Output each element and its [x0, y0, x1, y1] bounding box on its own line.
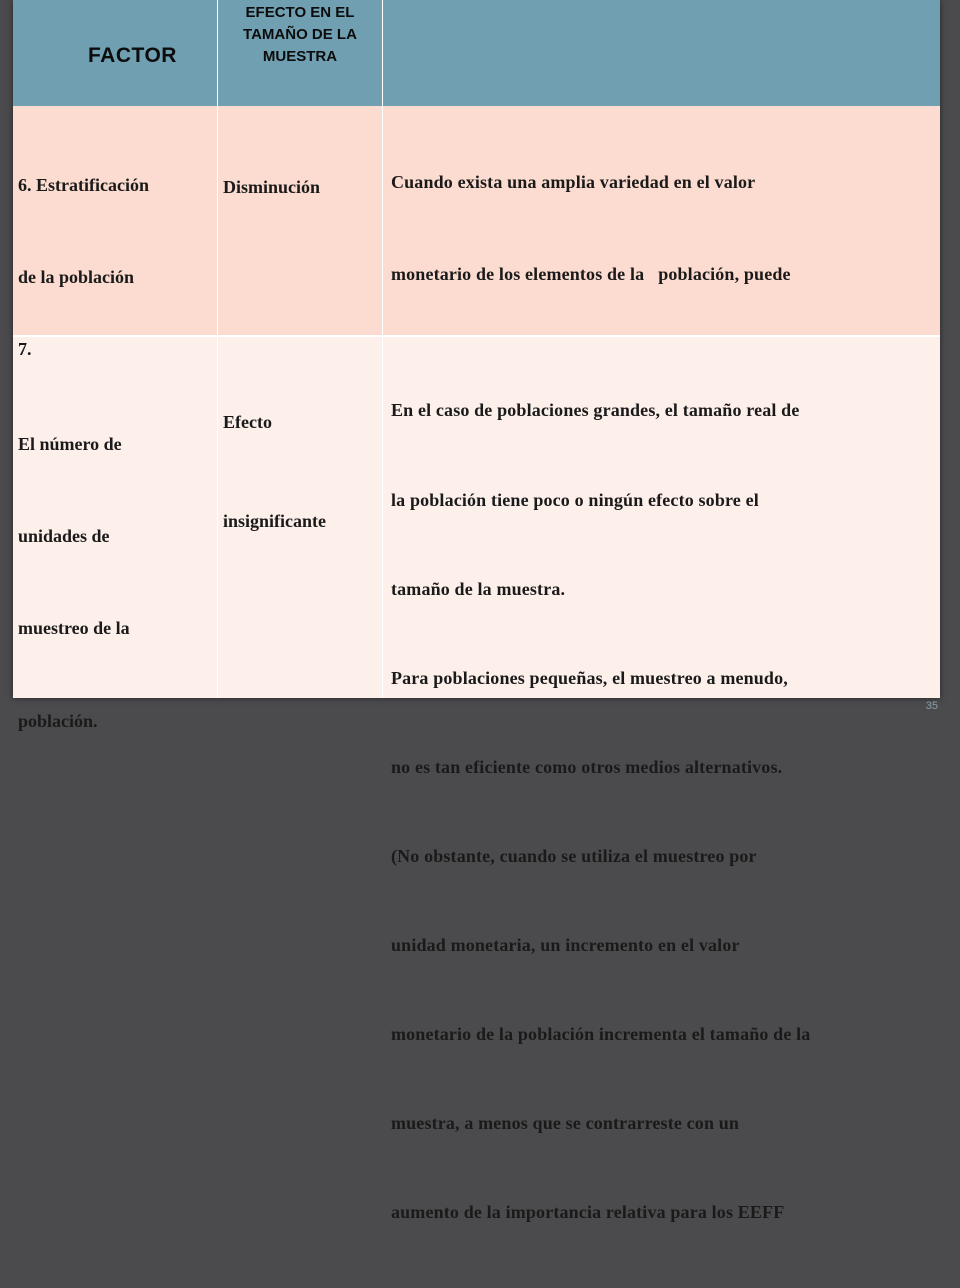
text-line: monetario de los elementos de la población, puede [391, 263, 791, 284]
row2-factor-number: 7. [18, 339, 32, 359]
header-cell-description [383, 0, 940, 106]
text-line: Cuando exista una amplia variedad en el valor [391, 172, 756, 193]
text-line: En el caso de poblaciones grandes, el tamaño real de [391, 400, 800, 421]
column-divider [217, 0, 218, 698]
header-efecto-line: EFECTO EN EL [245, 4, 355, 21]
text-line: población. [18, 710, 98, 731]
row1-cell-description [383, 106, 940, 335]
row2-cell-factor [13, 337, 217, 731]
page-number: 35 [925, 700, 938, 712]
row2-factor-text [18, 367, 130, 798]
text-line: (No obstante, cuando se utiliza el muestreo por [391, 845, 757, 866]
header-efecto-label [218, 2, 382, 68]
row1-cell-factor [13, 106, 217, 335]
text-line: El número de [18, 433, 122, 454]
text-line: unidad monetaria, un incremento en el valor [391, 935, 740, 956]
row1-cell-efecto [218, 106, 382, 335]
row2-cell-efecto [218, 337, 382, 698]
text-line: monetario de la población incrementa el tamaño de la [391, 1024, 811, 1045]
header-cell-efecto [218, 0, 382, 106]
row1-efecto-text [223, 111, 320, 264]
row2-efecto-text [223, 340, 326, 604]
text-line: muestra, a menos que se contrarreste con un [391, 1113, 740, 1134]
header-cell-factor [13, 0, 217, 106]
text-line: Disminución [223, 177, 321, 198]
column-divider [382, 0, 383, 698]
text-line: la población tiene poco o ningún efecto sobre el [391, 489, 759, 510]
text-line: tamaño de la muestra. [391, 578, 566, 599]
header-efecto-line: MUESTRA [262, 48, 338, 65]
header-efecto-line: TAMAÑO DE LA [243, 26, 357, 43]
text-line: 6. Estratificación [18, 175, 149, 196]
text-line: no es tan eficiente como otros medios alternativos. [391, 756, 783, 777]
text-line: unidades de [18, 525, 110, 546]
text-line: muestreo de la [18, 618, 130, 639]
text-line: Efecto [223, 412, 272, 432]
header-factor-label: FACTOR [88, 44, 177, 67]
text-line: de la población [18, 266, 135, 287]
row2-description-text [391, 337, 810, 1288]
text-line: aumento de la importancia relativa para los EEFF [391, 1202, 785, 1223]
text-line: Para poblaciones pequeñas, el muestreo a menudo, [391, 667, 788, 688]
row-divider [13, 335, 940, 337]
text-line: insignificante [223, 511, 327, 531]
